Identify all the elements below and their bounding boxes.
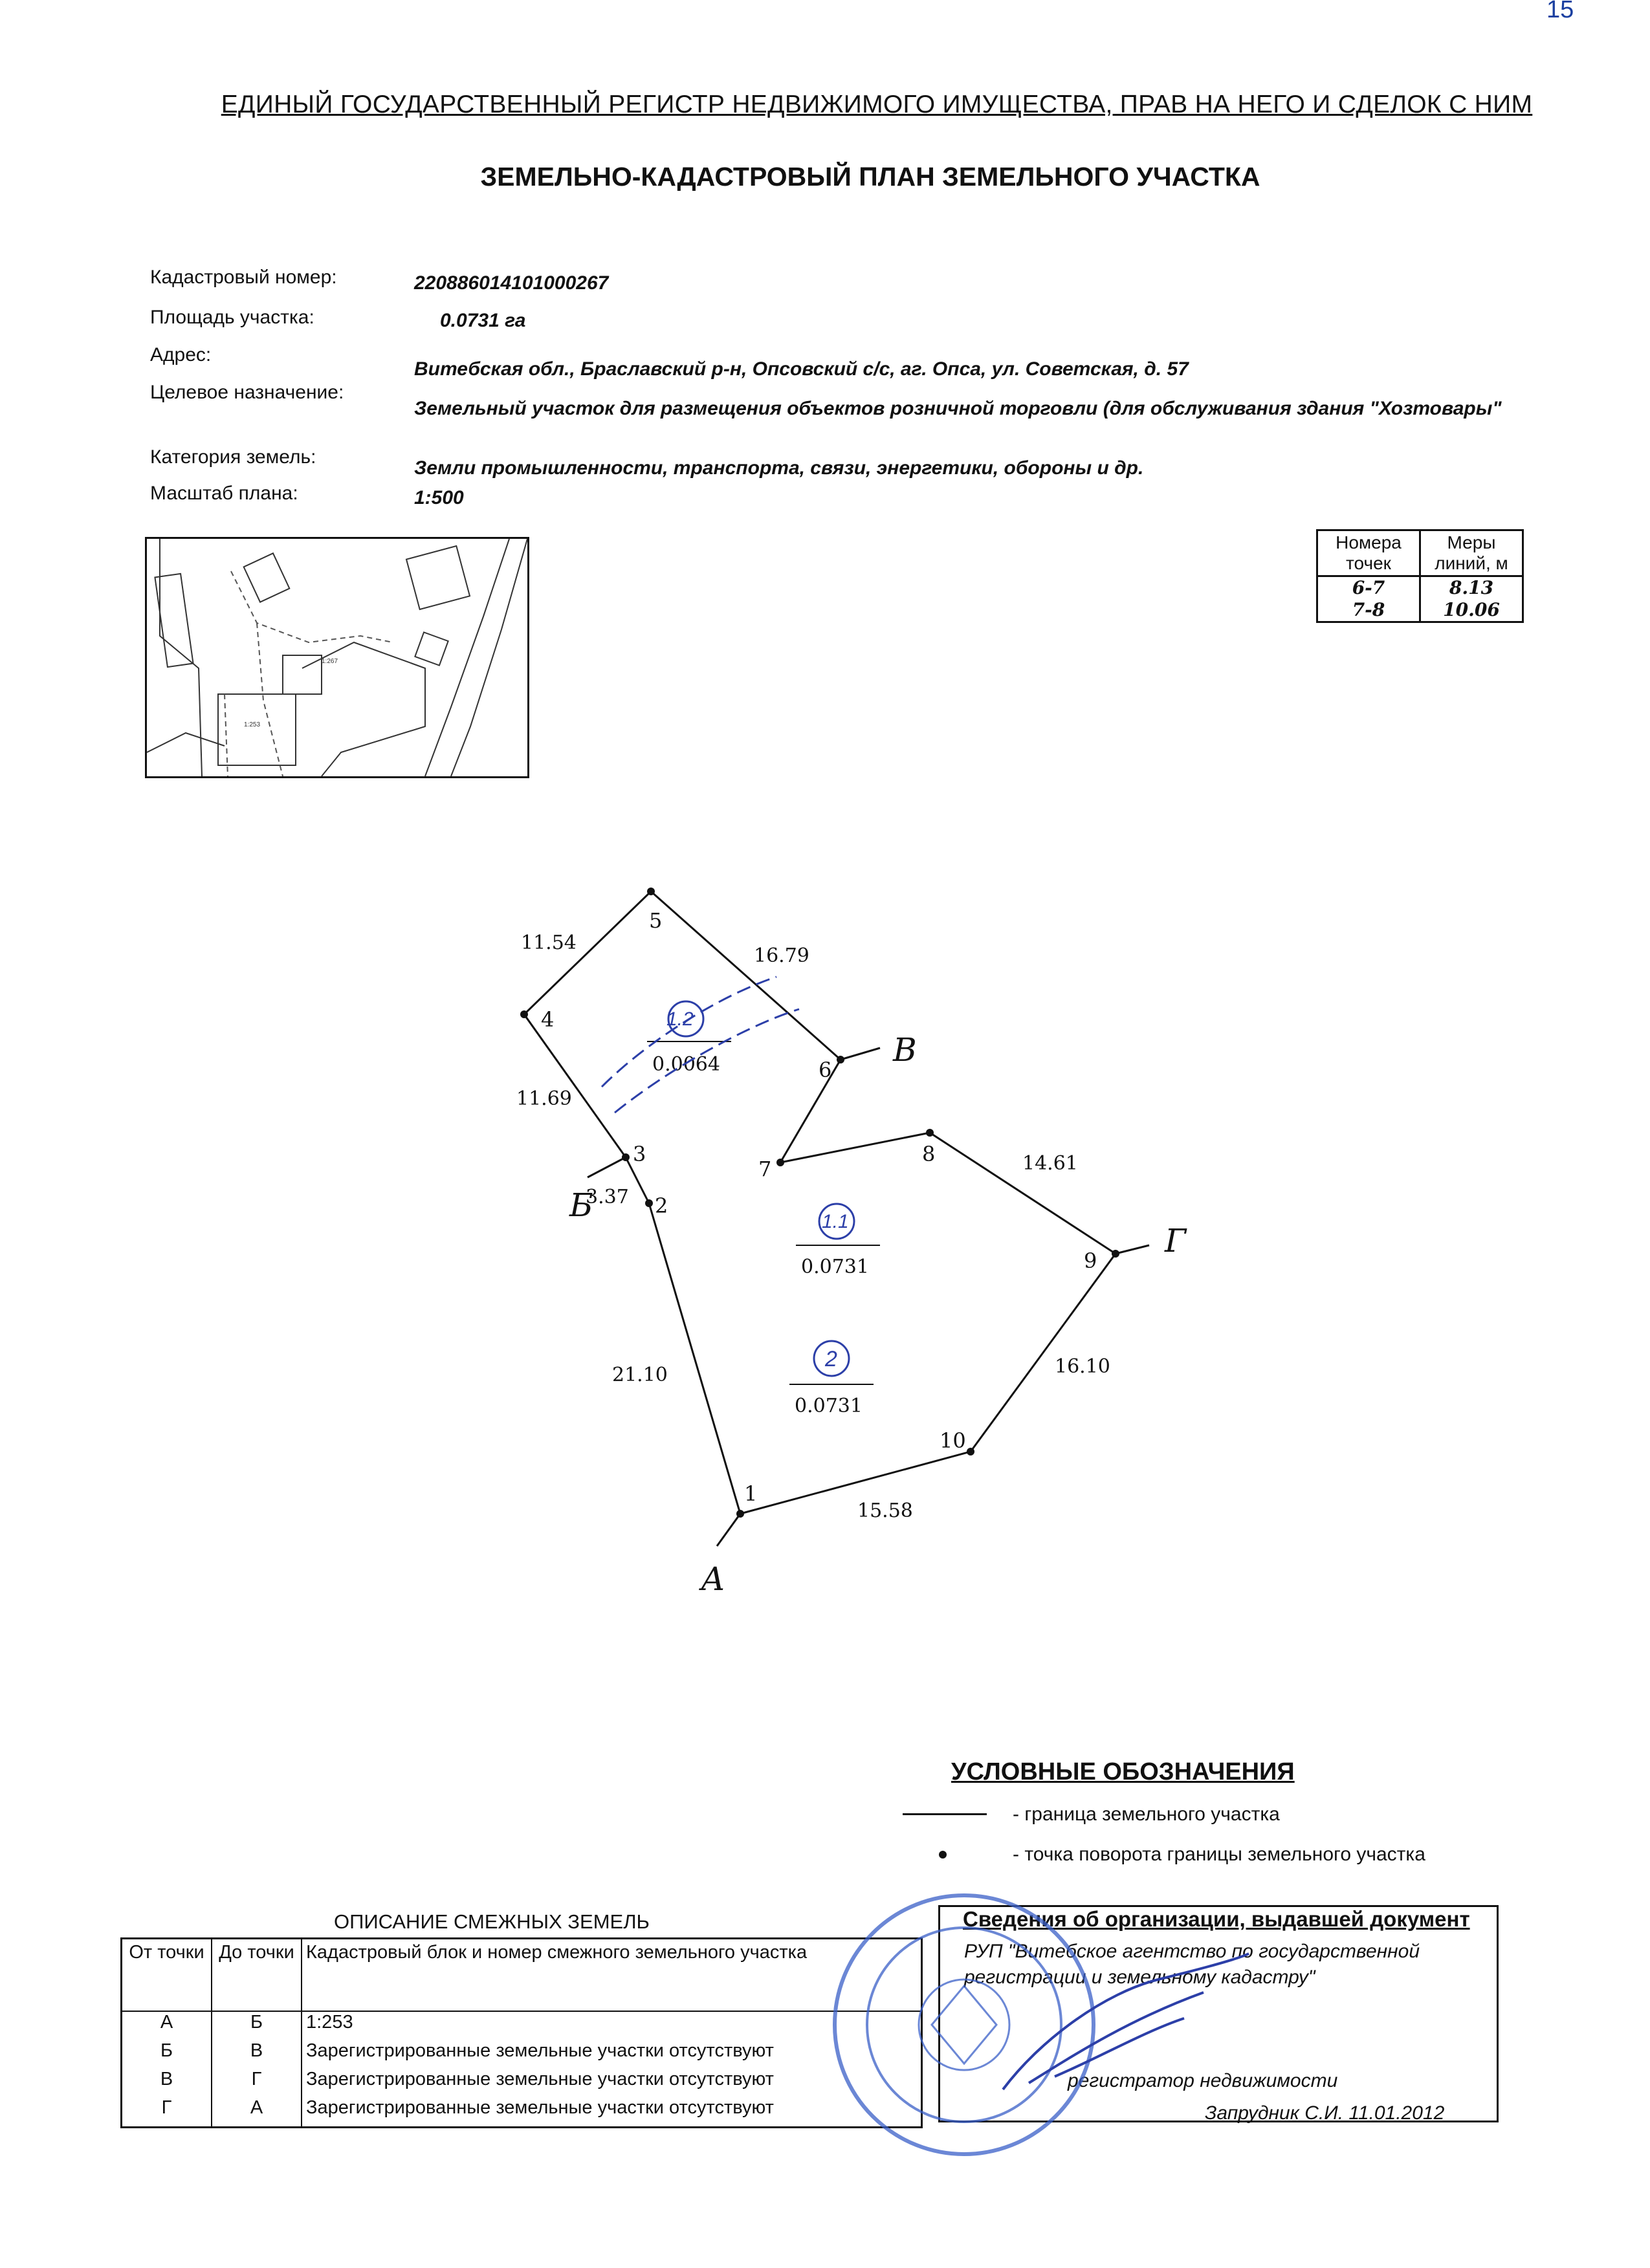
col-from: От точки [122, 1939, 212, 2011]
segment-length-1-2: 21.10 [612, 1364, 668, 1386]
measurement-length: 10.06 [1420, 599, 1523, 622]
point-label-6: 6 [819, 1058, 832, 1082]
turning-point [926, 1129, 934, 1137]
row-to: В [212, 2040, 302, 2069]
row-to: Г [212, 2069, 302, 2097]
segment-length-4-5: 11.54 [521, 932, 577, 954]
area-number-handwritten: 1.2 [666, 1009, 694, 1030]
corner-label-a: А [701, 1560, 725, 1598]
row-to: Б [212, 2011, 302, 2041]
row-description: Зарегистрированные земельные участки отсутствуют [302, 2040, 922, 2069]
header-point-numbers: Номера точек [1317, 530, 1420, 576]
measurement-length: 8.13 [1420, 576, 1523, 600]
area-label: Площадь участка: [150, 307, 314, 328]
corner-tick-b [588, 1157, 626, 1177]
land-category-value: Земли промышленности, транспорта, связи, энергетики, обороны и др. [414, 457, 1144, 479]
corner-tick-v [841, 1048, 880, 1060]
turning-point [736, 1510, 744, 1518]
turning-point [1112, 1250, 1119, 1258]
row-description: Зарегистрированные земельные участки отсутствуют [302, 2069, 922, 2097]
issuer-title: Сведения об организации, выдавшей документ [963, 1907, 1470, 1931]
point-label-2: 2 [655, 1194, 668, 1218]
header-line-lengths: Меры линий, м [1420, 530, 1523, 576]
table-row [122, 2097, 922, 2127]
segment-length-8-9: 14.61 [1022, 1152, 1078, 1175]
cadastral-number-value: 220886014101000267 [414, 272, 609, 294]
turning-point [622, 1153, 630, 1161]
row-from: Б [122, 2040, 212, 2069]
area-value: 0.0731 га [440, 310, 526, 331]
point-label-7: 7 [758, 1157, 772, 1181]
address-label: Адрес: [150, 344, 212, 365]
turning-point [647, 888, 655, 895]
adjacent-lands-table [120, 1937, 923, 2128]
point-label-5: 5 [649, 908, 663, 933]
page-number: 15 [1546, 0, 1574, 23]
legend-point-symbol [939, 1851, 947, 1859]
row-to: А [212, 2097, 302, 2127]
measurement-points: 7-8 [1317, 599, 1420, 622]
row-description: Зарегистрированные земельные участки отсутствуют [302, 2097, 922, 2127]
segment-length-9-10: 16.10 [1055, 1355, 1110, 1378]
point-label-8: 8 [922, 1142, 936, 1166]
registrar-role: регистратор недвижимости [1068, 2070, 1338, 2091]
col-description: Кадастровый блок и номер смежного земельного участка [302, 1939, 922, 2011]
turning-point [645, 1199, 653, 1207]
table-row [122, 2040, 922, 2069]
turning-point [776, 1159, 784, 1166]
document-title: ЗЕМЕЛЬНО-КАДАСТРОВЫЙ ПЛАН ЗЕМЕЛЬНОГО УЧАСТКА [480, 162, 1260, 191]
table-row [122, 2011, 922, 2041]
segment-length-3-4: 11.69 [516, 1087, 572, 1110]
registrar-signature-date: Запрудник С.И. 11.01.2012 [1205, 2102, 1445, 2124]
turning-point [520, 1010, 528, 1018]
segment-length-10-1: 15.58 [857, 1499, 913, 1522]
point-label-9: 9 [1084, 1248, 1097, 1273]
table-row [122, 2069, 922, 2097]
corner-tick-a [717, 1514, 740, 1546]
measurement-points: 6-7 [1317, 576, 1420, 600]
segment-length-5-6: 16.79 [754, 944, 809, 967]
point-label-1: 1 [744, 1481, 758, 1506]
purpose-value: Земельный участок для размещения объектов розничной торговли (для обслуживания здания "Хозтовары" [414, 398, 1502, 419]
land-category-label: Категория земель: [150, 446, 316, 468]
cadastral-number-label: Кадастровый номер: [150, 267, 337, 288]
row-from: В [122, 2069, 212, 2097]
purpose-label: Целевое назначение: [150, 382, 344, 403]
registry-header: ЕДИНЫЙ ГОСУДАРСТВЕННЫЙ РЕГИСТР НЕДВИЖИМОГО ИМУЩЕСТВА, ПРАВ НА НЕГО И СДЕЛОК С НИМ [221, 91, 1533, 118]
point-label-4: 4 [541, 1007, 555, 1032]
legend-point-text: - точка поворота границы земельного участка [1013, 1844, 1425, 1865]
area-value: 0.0731 [795, 1395, 863, 1417]
adjacent-lands-title: ОПИСАНИЕ СМЕЖНЫХ ЗЕМЕЛЬ [334, 1910, 650, 1933]
overview-label-b: 1:253 [244, 721, 261, 728]
handwritten-signature [990, 1941, 1262, 2109]
corner-label-g: Г [1165, 1222, 1187, 1259]
scale-label: Масштаб плана: [150, 483, 298, 504]
point-label-3: 3 [633, 1142, 646, 1166]
corner-label-b: Б [569, 1186, 593, 1224]
address-value: Витебская обл., Браславский р-н, Опсовский с/с, аг. Опса, ул. Советская, д. 57 [414, 358, 1189, 380]
row-from: Г [122, 2097, 212, 2127]
row-description: 1:253 [302, 2011, 922, 2041]
legend-boundary-text: - граница земельного участка [1013, 1804, 1280, 1825]
corner-label-v: В [893, 1031, 917, 1069]
turning-point [967, 1448, 974, 1456]
row-from: А [122, 2011, 212, 2041]
legend-title: УСЛОВНЫЕ ОБОЗНАЧЕНИЯ [951, 1758, 1295, 1785]
scale-value: 1:500 [414, 487, 464, 508]
area-value: 0.0731 [801, 1256, 869, 1278]
turning-point [837, 1056, 844, 1063]
issuer-name: РУП "Витебское агентство по государственной регистрации и земельному кадастру" [964, 1941, 1420, 1988]
area-number-handwritten: 1.1 [822, 1211, 849, 1232]
overview-label-a: 1:267 [322, 658, 338, 665]
area-number-handwritten: 2 [825, 1347, 837, 1371]
segment-length-2-3: 3.37 [586, 1186, 629, 1208]
corner-tick-g [1116, 1245, 1149, 1254]
col-to: До точки [212, 1939, 302, 2011]
area-value: 0.0064 [652, 1053, 720, 1076]
point-label-10: 10 [940, 1428, 966, 1453]
legend-line-symbol [903, 1813, 987, 1815]
